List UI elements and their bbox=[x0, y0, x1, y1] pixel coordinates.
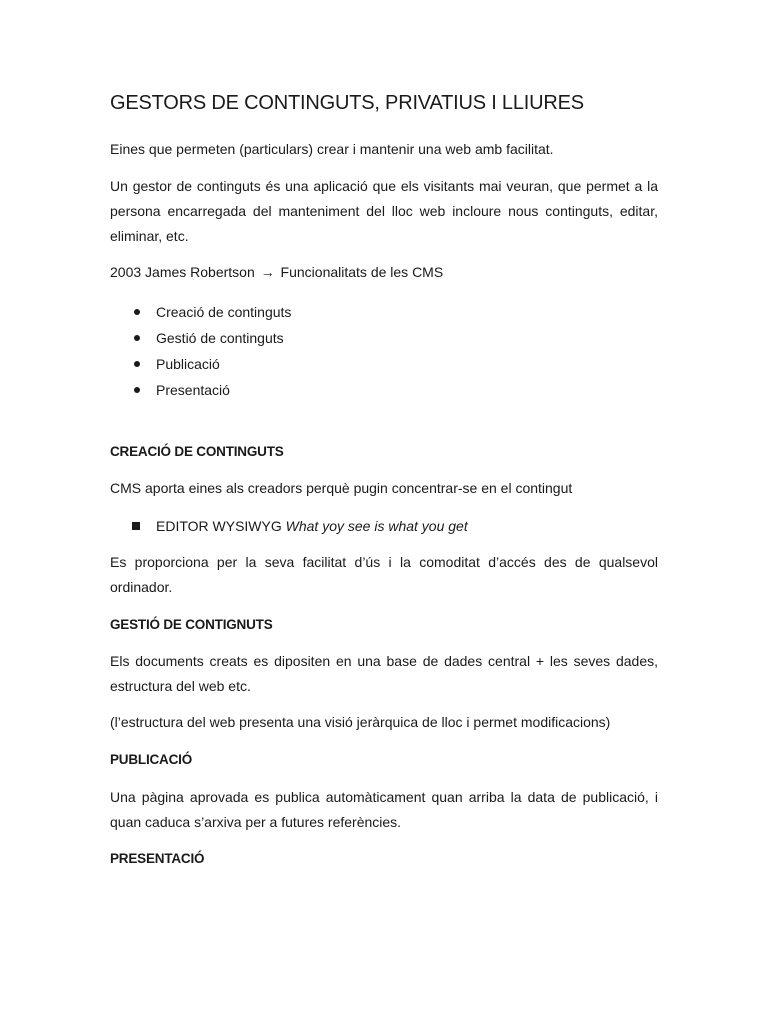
document-title: GESTORS DE CONTINGUTS, PRIVATIUS I LLIURES bbox=[110, 92, 584, 114]
list-item: Publicació bbox=[110, 351, 291, 377]
editor-expansion: What yoy see is what you get bbox=[285, 518, 468, 534]
gestio-paragraph: Els documents creats es dipositen en una base de dades central + les seves dades, estructura del web etc. bbox=[110, 653, 658, 694]
arrow-right-icon: → bbox=[260, 264, 275, 280]
intro-paragraph: Eines que permeten (particulars) crear i mantenir una web amb facilitat. bbox=[110, 141, 554, 157]
definition-paragraph: Un gestor de continguts és una aplicació que els visitants mai veuran, que permet a la persona encarregada del manteniment del lloc web incloure nous continguts, editar, eliminar, etc. bbox=[110, 178, 658, 244]
gestio-paragraph-2: (l’estructura del web presenta una visió jeràrquica de lloc i permet modificacions) bbox=[110, 714, 611, 730]
square-bullet-icon bbox=[132, 522, 140, 530]
heading-creacio: CREACIÓ DE CONTINGUTS bbox=[110, 444, 284, 459]
heading-gestio: GESTIÓ DE CONTIGNUTS bbox=[110, 617, 273, 632]
bullet-icon bbox=[134, 361, 140, 367]
history-line bbox=[110, 260, 658, 285]
creacio-paragraph-2: Es proporciona per la seva facilitat d’ús i la comoditat d’accés des de qualsevol ordinador. bbox=[110, 554, 658, 595]
publicacio-paragraph: Una pàgina aprovada es publica automàticament quan arriba la data de publicació, i quan caduca s’arxiva per a futures referències. bbox=[110, 789, 658, 830]
editor-label: EDITOR WYSIWYG bbox=[156, 518, 282, 534]
list-item: Presentació bbox=[110, 377, 291, 403]
functions-list bbox=[110, 299, 291, 403]
history-suffix: Funcionalitats de les CMS bbox=[280, 264, 444, 280]
list-item: Creació de continguts bbox=[110, 299, 291, 325]
bullet-icon bbox=[134, 309, 140, 315]
bullet-icon bbox=[134, 387, 140, 393]
heading-publicacio: PUBLICACIÓ bbox=[110, 752, 192, 767]
history-prefix: 2003 James Robertson bbox=[110, 264, 255, 280]
heading-presentacio: PRESENTACIÓ bbox=[110, 851, 205, 866]
list-item: Gestió de continguts bbox=[110, 325, 291, 351]
bullet-icon bbox=[134, 335, 140, 341]
creacio-paragraph: CMS aporta eines als creadors perquè pugin concentrar-se en el contingut bbox=[110, 480, 573, 496]
